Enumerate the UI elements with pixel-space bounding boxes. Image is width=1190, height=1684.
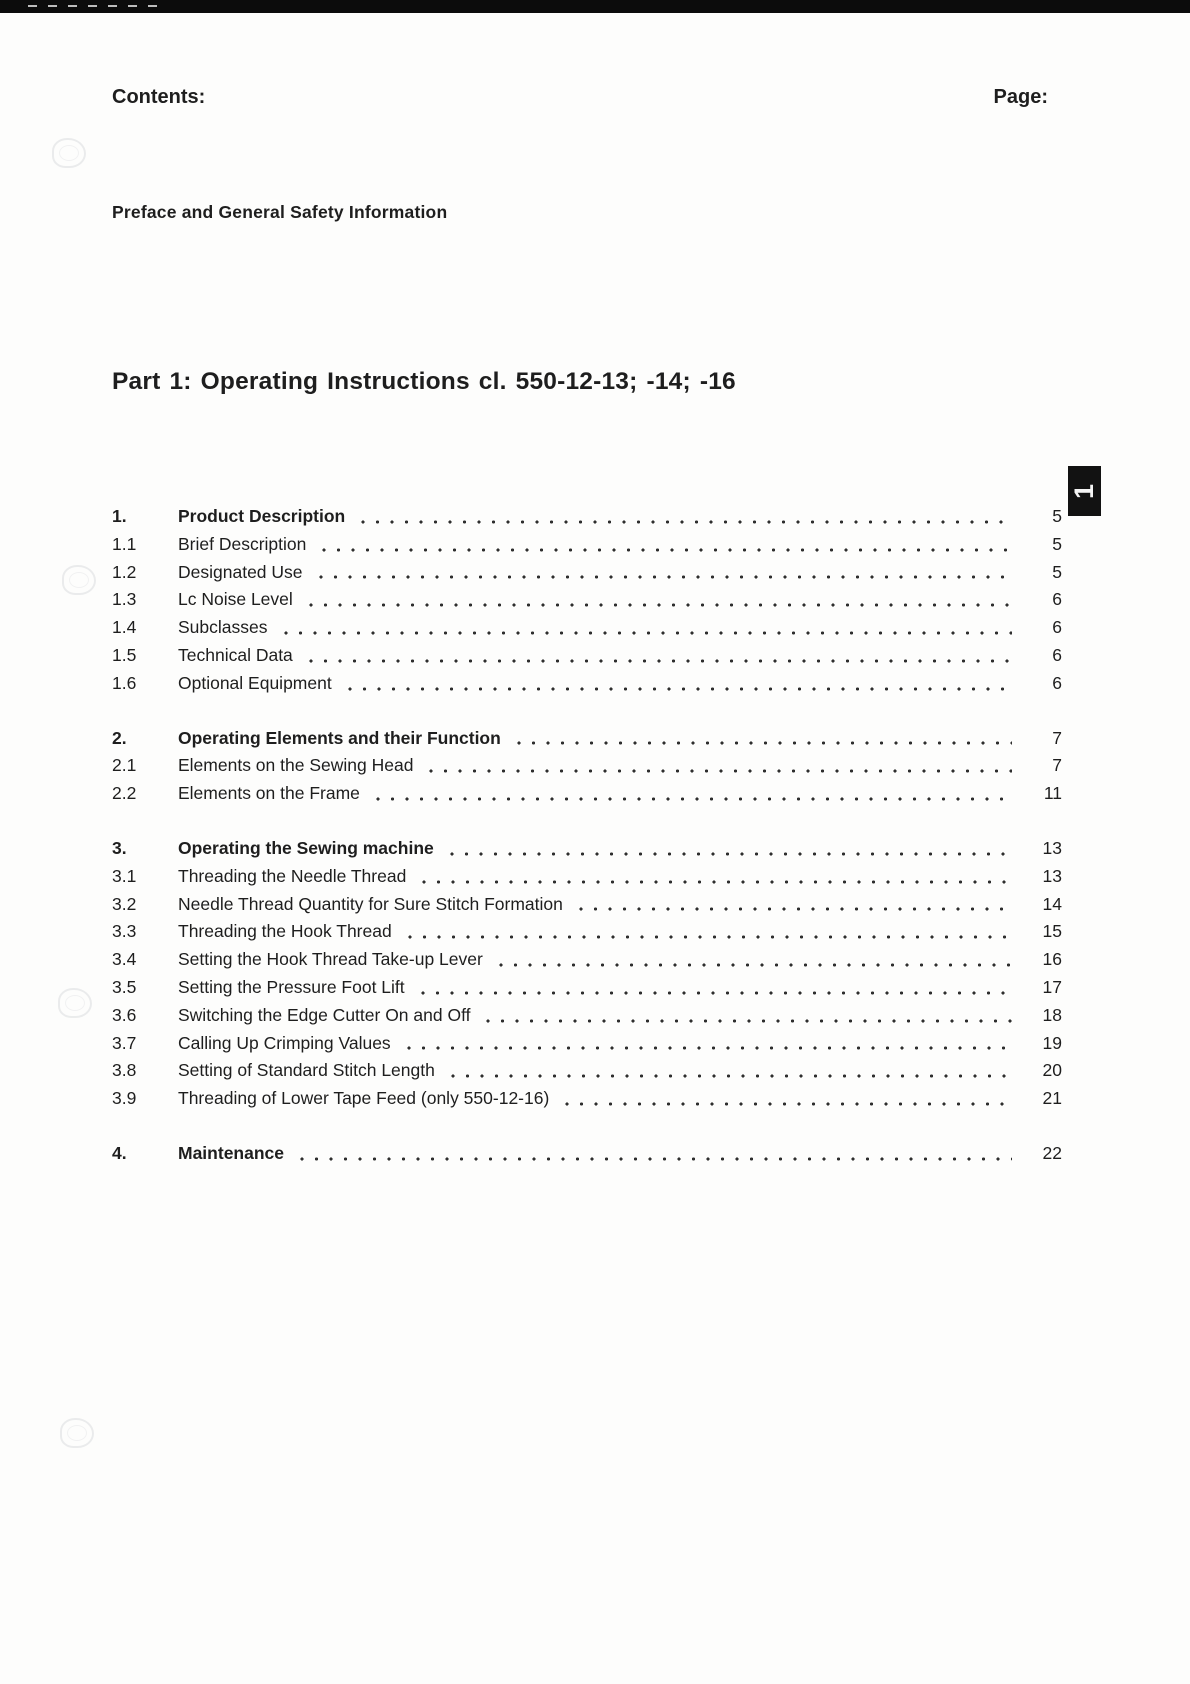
toc-entry-title: Designated Use bbox=[178, 561, 303, 582]
scan-edge-bar bbox=[0, 0, 1190, 13]
toc-entry-title: Threading the Needle Thread bbox=[178, 865, 407, 886]
toc-row bbox=[112, 586, 1062, 614]
toc-entry-title: Lc Noise Level bbox=[178, 589, 293, 610]
toc-entry-number: 1.5 bbox=[112, 644, 137, 665]
toc-group bbox=[112, 725, 1062, 808]
toc-row bbox=[112, 725, 1062, 753]
toc-entry-number: 2.1 bbox=[112, 755, 137, 776]
toc-dot-leader bbox=[322, 548, 1012, 552]
toc-entry-title: Operating the Sewing machine bbox=[178, 837, 434, 858]
toc-row bbox=[112, 891, 1062, 919]
toc-entry-title: Calling Up Crimping Values bbox=[178, 1032, 391, 1053]
toc-entry-page: 6 bbox=[1052, 672, 1062, 693]
scan-smudge bbox=[58, 988, 92, 1018]
toc-row bbox=[112, 752, 1062, 780]
toc-row bbox=[112, 946, 1062, 974]
preface-heading: Preface and General Safety Information bbox=[112, 202, 448, 222]
toc-dot-leader bbox=[319, 575, 1012, 579]
toc-row bbox=[112, 503, 1062, 531]
toc-entry-page: 14 bbox=[1042, 893, 1062, 914]
toc-group bbox=[112, 835, 1062, 1113]
toc-entry-page: 22 bbox=[1042, 1142, 1062, 1163]
toc-dot-leader bbox=[422, 880, 1012, 884]
toc-entry-title: Optional Equipment bbox=[178, 672, 332, 693]
toc-entry-page: 20 bbox=[1042, 1060, 1062, 1081]
toc-entry-title: Needle Thread Quantity for Sure Stitch Formation bbox=[178, 893, 563, 914]
toc-entry-page: 7 bbox=[1052, 727, 1062, 748]
part-title: Part 1: Operating Instructions cl. 550-12-13; -14; -16 bbox=[112, 368, 736, 395]
toc-dot-leader bbox=[408, 935, 1012, 939]
toc-entry-page: 16 bbox=[1042, 949, 1062, 970]
toc-entry-number: 1.4 bbox=[112, 617, 137, 638]
page-header bbox=[112, 86, 1048, 109]
toc-entry-number: 1.6 bbox=[112, 672, 137, 693]
toc-entry-title: Switching the Edge Cutter On and Off bbox=[178, 1004, 471, 1025]
toc-row bbox=[112, 559, 1062, 587]
toc-dot-leader bbox=[300, 1157, 1012, 1161]
toc-dot-leader bbox=[579, 907, 1012, 911]
toc-entry-page: 6 bbox=[1052, 589, 1062, 610]
toc-entry-number: 1.1 bbox=[112, 533, 137, 554]
toc-entry-title: Operating Elements and their Function bbox=[178, 727, 501, 748]
toc-entry-number: 2.2 bbox=[112, 783, 137, 804]
toc-entry-number: 3. bbox=[112, 837, 127, 858]
toc-row bbox=[112, 614, 1062, 642]
toc-row bbox=[112, 670, 1062, 698]
toc-row bbox=[112, 1140, 1062, 1168]
toc-dot-leader bbox=[376, 797, 1012, 801]
toc-dot-leader bbox=[361, 520, 1012, 524]
toc-entry-title: Setting of Standard Stitch Length bbox=[178, 1060, 435, 1081]
toc-row bbox=[112, 1085, 1062, 1113]
toc-row bbox=[112, 642, 1062, 670]
scan-artifact-dashes bbox=[28, 5, 158, 7]
toc-entry-number: 4. bbox=[112, 1142, 127, 1163]
toc-entry-number: 2. bbox=[112, 727, 127, 748]
toc-entry-page: 17 bbox=[1042, 976, 1062, 997]
toc-entry-page: 19 bbox=[1042, 1032, 1062, 1053]
toc-dot-leader bbox=[309, 603, 1012, 607]
toc-row bbox=[112, 780, 1062, 808]
toc-entry-page: 18 bbox=[1042, 1004, 1062, 1025]
scan-smudge bbox=[52, 138, 86, 168]
toc-row bbox=[112, 863, 1062, 891]
toc-entry-number: 1.3 bbox=[112, 589, 137, 610]
toc-entry-title: Threading the Hook Thread bbox=[178, 921, 392, 942]
toc-entry-number: 3.3 bbox=[112, 921, 137, 942]
toc-group bbox=[112, 1140, 1062, 1168]
toc-dot-leader bbox=[284, 631, 1013, 635]
toc-entry-title: Subclasses bbox=[178, 617, 268, 638]
toc-entry-page: 7 bbox=[1052, 755, 1062, 776]
toc-entry-page: 11 bbox=[1043, 783, 1062, 804]
toc-entry-number: 3.1 bbox=[112, 865, 137, 886]
toc-dot-leader bbox=[565, 1102, 1012, 1106]
toc-entry-title: Technical Data bbox=[178, 644, 293, 665]
toc-entry-title: Product Description bbox=[178, 506, 346, 526]
toc-row bbox=[112, 918, 1062, 946]
toc-entry-title: Elements on the Sewing Head bbox=[178, 755, 414, 776]
toc-entry-title: Brief Description bbox=[178, 533, 307, 554]
scan-smudge bbox=[62, 565, 96, 595]
toc-entry-page: 13 bbox=[1042, 837, 1062, 858]
toc-entry-number: 3.5 bbox=[112, 976, 137, 997]
toc-entry-title: Threading of Lower Tape Feed (only 550-12-16) bbox=[178, 1088, 550, 1109]
toc-entry-title: Maintenance bbox=[178, 1142, 284, 1163]
toc-group bbox=[112, 503, 1062, 698]
chapter-tab bbox=[1068, 466, 1101, 516]
toc-dot-leader bbox=[421, 991, 1012, 995]
toc-dot-leader bbox=[499, 963, 1012, 967]
toc-entry-number: 3.6 bbox=[112, 1004, 137, 1025]
toc-entry-page: 21 bbox=[1042, 1088, 1062, 1109]
toc-dot-leader bbox=[429, 769, 1012, 773]
toc-entry-number: 1.2 bbox=[112, 561, 137, 582]
toc-dot-leader bbox=[348, 687, 1012, 691]
toc-entry-page: 5 bbox=[1052, 506, 1062, 526]
toc-entry-title: Setting the Hook Thread Take-up Lever bbox=[178, 949, 483, 970]
toc-entry-title: Setting the Pressure Foot Lift bbox=[178, 976, 405, 997]
toc bbox=[112, 503, 1062, 1195]
toc-dot-leader bbox=[517, 741, 1012, 745]
toc-entry-number: 3.8 bbox=[112, 1060, 137, 1081]
toc-entry-number: 1. bbox=[112, 506, 127, 526]
toc-entry-number: 3.4 bbox=[112, 949, 137, 970]
toc-entry-page: 6 bbox=[1052, 644, 1062, 665]
toc-entry-page: 6 bbox=[1052, 617, 1062, 638]
toc-dot-leader bbox=[309, 659, 1012, 663]
toc-row bbox=[112, 835, 1062, 863]
scan-smudge bbox=[60, 1418, 94, 1448]
toc-row bbox=[112, 1030, 1062, 1058]
toc-dot-leader bbox=[407, 1046, 1012, 1050]
toc-entry-page: 5 bbox=[1052, 561, 1062, 582]
toc-row bbox=[112, 1057, 1062, 1085]
toc-entry-page: 5 bbox=[1052, 533, 1062, 554]
toc-entry-number: 3.7 bbox=[112, 1032, 137, 1053]
toc-row bbox=[112, 531, 1062, 559]
contents-heading: Contents: bbox=[112, 86, 206, 108]
page-column-heading: Page: bbox=[993, 86, 1048, 108]
toc-entry-number: 3.9 bbox=[112, 1088, 137, 1109]
toc-entry-title: Elements on the Frame bbox=[178, 783, 360, 804]
toc-row bbox=[112, 974, 1062, 1002]
toc-entry-page: 15 bbox=[1042, 921, 1062, 942]
toc-dot-leader bbox=[486, 1019, 1012, 1023]
toc-row bbox=[112, 1002, 1062, 1030]
toc-entry-number: 3.2 bbox=[112, 893, 137, 914]
toc-dot-leader bbox=[451, 1074, 1012, 1078]
chapter-tab-number: 1 bbox=[1069, 483, 1099, 499]
toc-dot-leader bbox=[450, 852, 1012, 856]
toc-entry-page: 13 bbox=[1042, 865, 1062, 886]
